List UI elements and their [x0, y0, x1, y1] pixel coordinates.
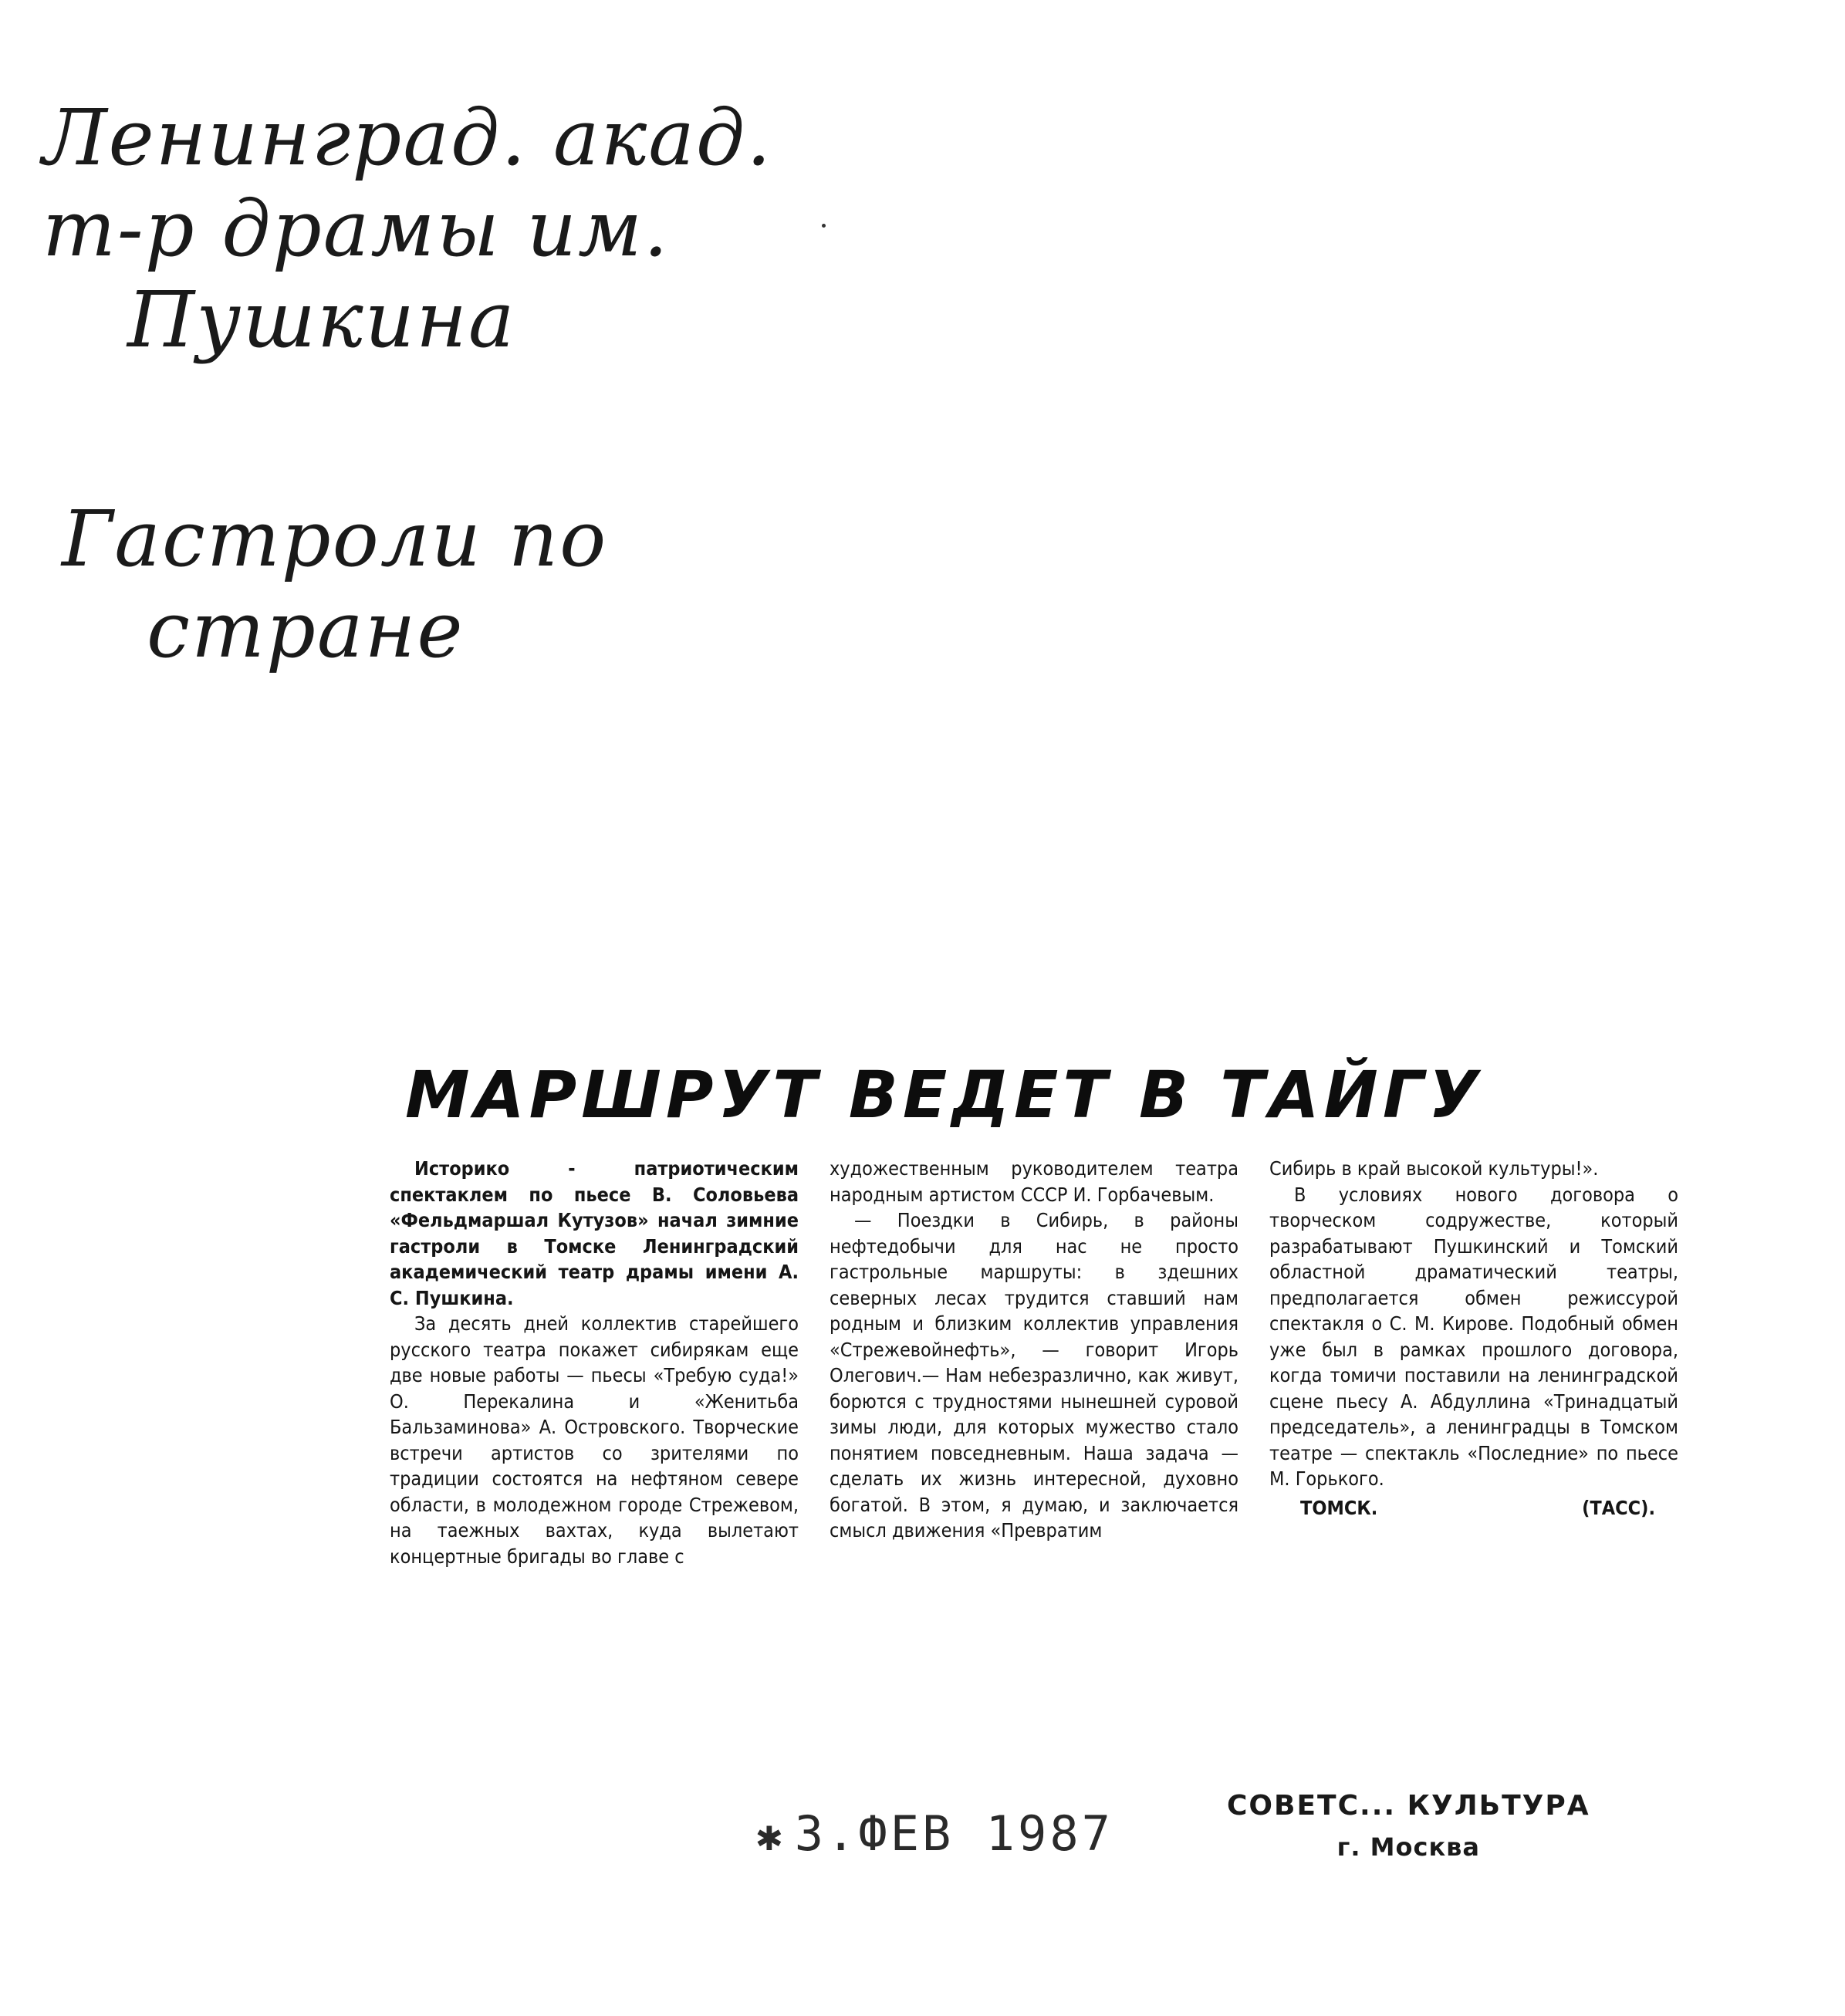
- article-paragraph: В условиях нового договора о творческом содружестве, который разрабатывают Пушкинский и Томский областной драматический театры, предполагается обмен режиссурой спектакля о С. М. Кирове. Подобный обмен уже был в рамках прошлого договора, когда томичи поставили на ленинградской сцене пьесу А. Абдуллина «Тринадцатый председатель», а ленинградцы в Томском театре — спектакль «Последние» по пьесе М. Горького.: [1269, 1183, 1678, 1490]
- handwritten-line-4: Гастроли по: [62, 494, 608, 584]
- handwritten-note: [42, 93, 773, 366]
- source-stamp: [1227, 1790, 1590, 1862]
- article-column-1: [390, 1156, 799, 1569]
- newspaper-clipping: [390, 1057, 1701, 1697]
- article-columns: [390, 1156, 1701, 1569]
- source-stamp-newspaper: СОВЕТС... КУЛЬТУРА: [1227, 1790, 1590, 1822]
- date-stamp-text: 3.ФЕВ 1987: [794, 1805, 1113, 1862]
- article-column-2: [830, 1156, 1238, 1569]
- star-icon: ✱: [756, 1811, 786, 1861]
- source-stamp-city: г. Москва: [1336, 1832, 1481, 1862]
- handwritten-line-3: Пушкина: [127, 275, 516, 365]
- article-paragraph: художественным руководителем театра народным артистом СССР И. Горбачевым.: [830, 1157, 1238, 1206]
- ink-dot: [822, 224, 826, 228]
- article-city: ТОМСК.: [1300, 1496, 1378, 1519]
- article-lead: Историко - патриотическим спектаклем по пьесе В. Соловьева «Фельдмаршал Кутузов» начал зимние гастроли в Томске Ленинградский академический театр драмы имени А. С. Пушкина.: [390, 1157, 799, 1309]
- date-stamp: [756, 1805, 1113, 1862]
- handwritten-line-2: т-р драмы им.: [42, 184, 670, 274]
- article-agency: (ТАСС).: [1582, 1496, 1655, 1519]
- article-paragraph: — Поездки в Сибирь, в районы нефтедобычи для нас не просто гастрольные маршруты: в здешних северных лесах трудится ставший нам родным и близким коллектив управления «Стрежевойнефть», — говорит Игорь Олегович.— Нам небезразлично, как живут, борются с трудностями нынешней суровой зимы люди, для которых мужество стало понятием повседневным. Наша задача — сделать их жизнь интересной, духовно богатой. В этом, я думаю, и заключается смысл движения «Превратим: [830, 1209, 1238, 1542]
- handwritten-line-5: стране: [147, 585, 465, 675]
- article-signature: [1269, 1495, 1678, 1521]
- article-headline: МАРШРУТ ВЕДЕТ В ТАЙГУ: [405, 1057, 1484, 1133]
- article-paragraph: Сибирь в край высокой культуры!».: [1269, 1157, 1599, 1180]
- article-column-3: [1269, 1156, 1678, 1569]
- article-paragraph: За десять дней коллектив старейшего русского театра покажет сибирякам еще две новые работы — пьесы «Требую суда!» О. Перекалина и «Женитьба Бальзаминова» А. Островского. Творческие встречи артистов со зрителями по традиции состоятся на нефтяном севере области, в молодежном городе Стрежевом, на таежных вахтах, куда вылетают концертные бригады во главе с: [390, 1312, 799, 1568]
- handwritten-note-2: [62, 494, 756, 676]
- handwritten-line-1: Ленинград. акад.: [42, 93, 773, 183]
